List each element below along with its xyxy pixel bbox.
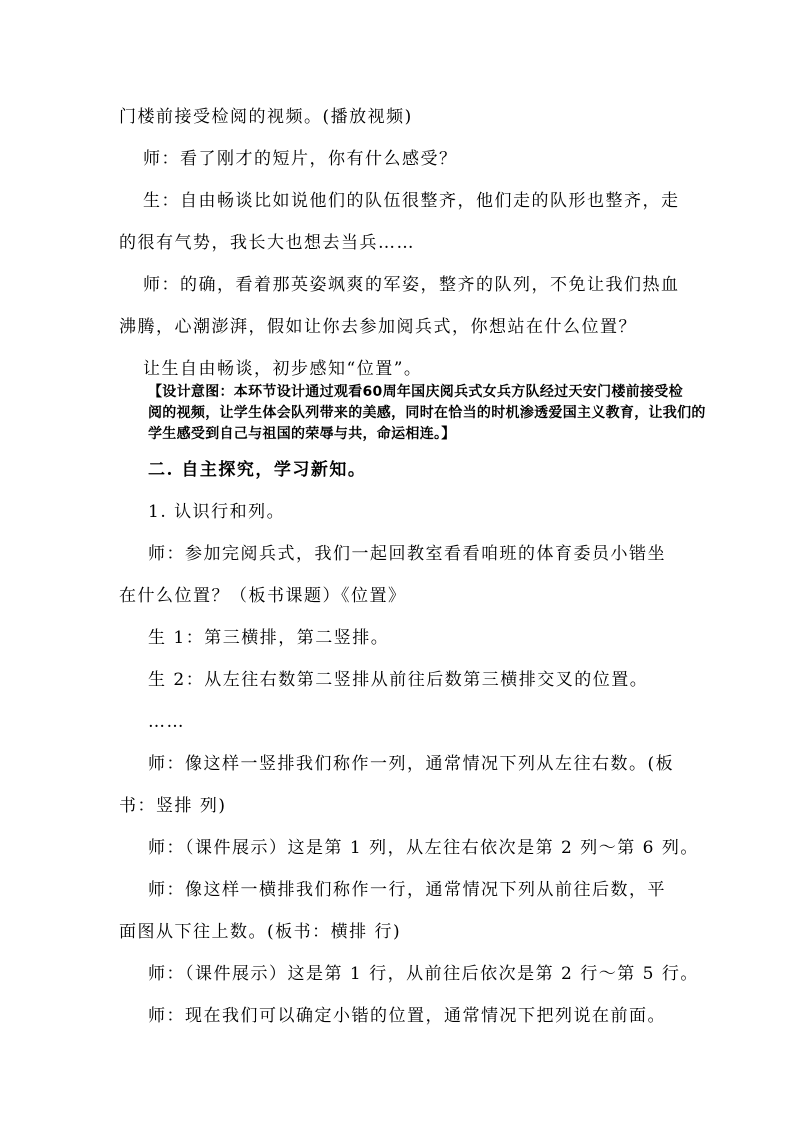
paragraph-line: 的很有气势，我长大也想去当兵…… <box>119 233 415 253</box>
paragraph-line: 师：看了刚才的短片，你有什么感受？ <box>143 149 458 169</box>
paragraph-line: 师：的确，看着那英姿飒爽的军姿，整齐的队列，不免让我们热血 <box>143 275 680 295</box>
paragraph-line: 沸腾，心潮澎湃，假如让你去参加阅兵式，你想站在什么位置？ <box>119 317 637 337</box>
section-heading: 二. 自主探究，学习新知。 <box>148 460 367 480</box>
paragraph-line: 生：自由畅谈比如说他们的队伍很整齐，他们走的队形也整齐，走 <box>143 191 680 211</box>
paragraph-line: 在什么位置？（板书课题）《位置》 <box>119 586 407 606</box>
paragraph-line: 师：像这样一竖排我们称作一列，通常情况下列从左往右数。(板 <box>148 754 675 774</box>
paragraph-line: 师：（课件展示）这是第 1 列，从左往右依次是第 2 列～第 6 列。 <box>148 838 699 858</box>
design-intent-line: 【设计意图：本环节设计通过观看60周年国庆阅兵式女兵方队经过天安门楼前接受检 <box>148 384 683 400</box>
paragraph-line: 让生自由畅谈，初步感知“位置”。 <box>143 359 423 379</box>
paragraph-line: 面图从下往上数。(板书：横排 行) <box>119 922 402 942</box>
design-intent-line: 学生感受到自己与祖国的荣辱与共，命运相连。】 <box>148 426 456 442</box>
paragraph-line: 师：（课件展示）这是第 1 行，从前往后依次是第 2 行～第 5 行。 <box>148 964 699 984</box>
design-intent-line: 阅的视频，让学生体会队列带来的美感，同时在恰当的时机渗透爱国主义教育，让我们的 <box>148 405 706 421</box>
paragraph-line: 生 2：从左往右数第二竖排从前往后数第三横排交叉的位置。 <box>148 670 649 690</box>
paragraph-line: 师：参加完阅兵式，我们一起回教室看看咱班的体育委员小锴坐 <box>148 544 666 564</box>
design-intent-block <box>148 382 706 445</box>
paragraph-line: 门楼前接受检阅的视频。(播放视频) <box>119 107 413 127</box>
paragraph-line: 师：像这样一横排我们称作一行，通常情况下列从前往后数，平 <box>148 880 666 900</box>
subsection-heading: 1. 认识行和列。 <box>148 502 286 522</box>
paragraph-line: …… <box>148 712 185 732</box>
paragraph-line: 书：竖排 列) <box>119 796 227 816</box>
paragraph-line: 师：现在我们可以确定小锴的位置，通常情况下把列说在前面。 <box>148 1006 666 1026</box>
paragraph-line: 生 1：第三横排，第二竖排。 <box>148 628 390 648</box>
